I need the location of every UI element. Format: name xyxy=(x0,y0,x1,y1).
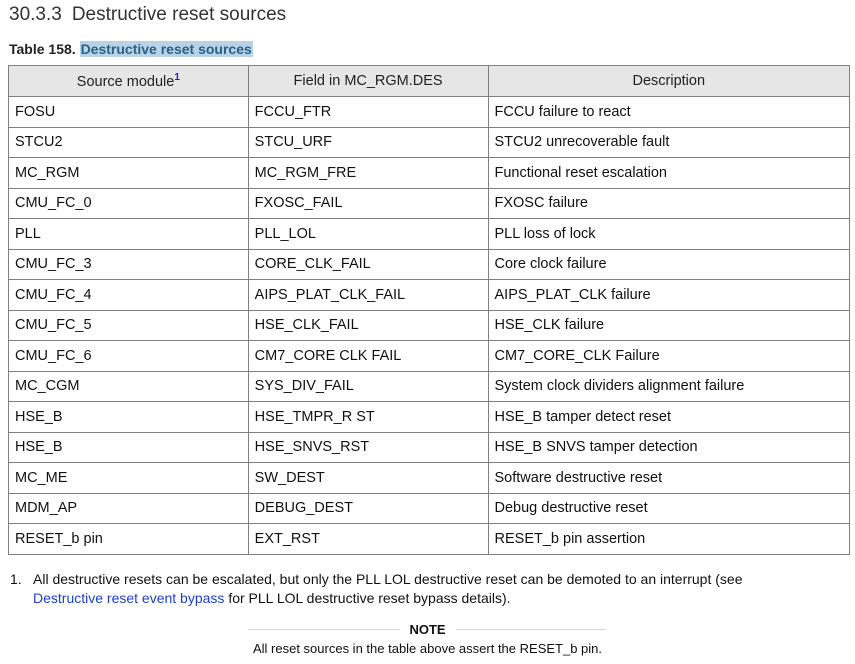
section-title: Destructive reset sources xyxy=(71,4,287,25)
cell-source-module: MC_ME xyxy=(9,463,249,494)
cell-source-module: FOSU xyxy=(9,97,249,128)
table-row xyxy=(9,97,850,128)
note-heading xyxy=(150,622,705,637)
cell-source-module: MDM_AP xyxy=(9,493,249,524)
cell-description: Debug destructive reset xyxy=(488,493,850,524)
table-row xyxy=(9,341,850,372)
cell-description: STCU2 unrecoverable fault xyxy=(488,127,850,158)
note-box xyxy=(150,622,705,656)
footnote xyxy=(10,570,810,608)
cell-source-module: MC_CGM xyxy=(9,371,249,402)
footnote-ref-link[interactable]: 1 xyxy=(174,72,180,84)
cell-description: FCCU failure to react xyxy=(488,97,850,128)
section-number: 30.3.3 xyxy=(9,4,62,25)
cell-description: Functional reset escalation xyxy=(488,158,850,189)
table-row xyxy=(9,524,850,555)
table-row xyxy=(9,432,850,463)
cell-source-module: PLL xyxy=(9,219,249,250)
table-row xyxy=(9,188,850,219)
cell-field: SYS_DIV_FAIL xyxy=(248,371,488,402)
cell-description: HSE_CLK failure xyxy=(488,310,850,341)
cell-description: Software destructive reset xyxy=(488,463,850,494)
cell-source-module: MC_RGM xyxy=(9,158,249,189)
note-rule-left xyxy=(249,629,399,630)
table-row xyxy=(9,371,850,402)
cell-source-module: CMU_FC_0 xyxy=(9,188,249,219)
cell-field: HSE_SNVS_RST xyxy=(248,432,488,463)
footnote-text: All destructive resets can be escalated, but only the PLL LOL destructive reset can be demoted to an interrupt (see xyxy=(33,571,743,587)
destructive-reset-sources-table xyxy=(8,65,850,555)
table-header-row xyxy=(9,66,850,97)
table-row xyxy=(9,158,850,189)
cell-description: AIPS_PLAT_CLK failure xyxy=(488,280,850,311)
table-row xyxy=(9,310,850,341)
cell-description: HSE_B tamper detect reset xyxy=(488,402,850,433)
cell-field: HSE_CLK_FAIL xyxy=(248,310,488,341)
cell-source-module: STCU2 xyxy=(9,127,249,158)
cell-source-module: CMU_FC_6 xyxy=(9,341,249,372)
note-title: NOTE xyxy=(409,622,446,637)
header-description: Description xyxy=(488,66,850,97)
cell-description: HSE_B SNVS tamper detection xyxy=(488,432,850,463)
cell-source-module: CMU_FC_5 xyxy=(9,310,249,341)
footnote-number: 1. xyxy=(10,571,22,587)
table-row xyxy=(9,127,850,158)
cell-field: FXOSC_FAIL xyxy=(248,188,488,219)
table-row xyxy=(9,402,850,433)
footnote-body xyxy=(33,570,810,608)
cell-field: CORE_CLK_FAIL xyxy=(248,249,488,280)
cell-field: EXT_RST xyxy=(248,524,488,555)
note-rule-right xyxy=(456,629,606,630)
header-source-module: Source module$^1$ xyxy=(9,66,249,97)
cell-source-module: CMU_FC_3 xyxy=(9,249,249,280)
table-row xyxy=(9,463,850,494)
table-body xyxy=(9,97,850,555)
cell-source-module: HSE_B xyxy=(9,402,249,433)
cell-field: CM7_CORE CLK FAIL xyxy=(248,341,488,372)
header-field: Field in MC_RGM.DES xyxy=(248,66,488,97)
cell-field: FCCU_FTR xyxy=(248,97,488,128)
table-row xyxy=(9,219,850,250)
cell-description: Core clock failure xyxy=(488,249,850,280)
cell-field: AIPS_PLAT_CLK_FAIL xyxy=(248,280,488,311)
footnote-text-after: for PLL LOL destructive reset bypass details). xyxy=(228,590,511,606)
table-caption-title: Destructive reset sources xyxy=(80,41,252,57)
cell-field: PLL_LOL xyxy=(248,219,488,250)
table-row xyxy=(9,493,850,524)
table-row xyxy=(9,249,850,280)
cell-field: STCU_URF xyxy=(248,127,488,158)
cell-field: DEBUG_DEST xyxy=(248,493,488,524)
table-caption xyxy=(9,41,253,57)
table-row xyxy=(9,280,850,311)
cell-field: MC_RGM_FRE xyxy=(248,158,488,189)
cell-source-module: CMU_FC_4 xyxy=(9,280,249,311)
cell-field: HSE_TMPR_R ST xyxy=(248,402,488,433)
cell-source-module: HSE_B xyxy=(9,432,249,463)
note-text: All reset sources in the table above assert the RESET_b pin. xyxy=(252,641,603,656)
cell-description: FXOSC failure xyxy=(488,188,850,219)
cell-description: CM7_CORE_CLK Failure xyxy=(488,341,850,372)
bypass-details-link[interactable]: Destructive reset event bypass xyxy=(33,590,225,606)
table-caption-label: Table 158. xyxy=(9,41,76,57)
cell-description: PLL loss of lock xyxy=(488,219,850,250)
cell-description: System clock dividers alignment failure xyxy=(488,371,850,402)
section-heading xyxy=(9,4,286,26)
cell-source-module: RESET_b pin xyxy=(9,524,249,555)
cell-description: RESET_b pin assertion xyxy=(488,524,850,555)
cell-field: SW_DEST xyxy=(248,463,488,494)
